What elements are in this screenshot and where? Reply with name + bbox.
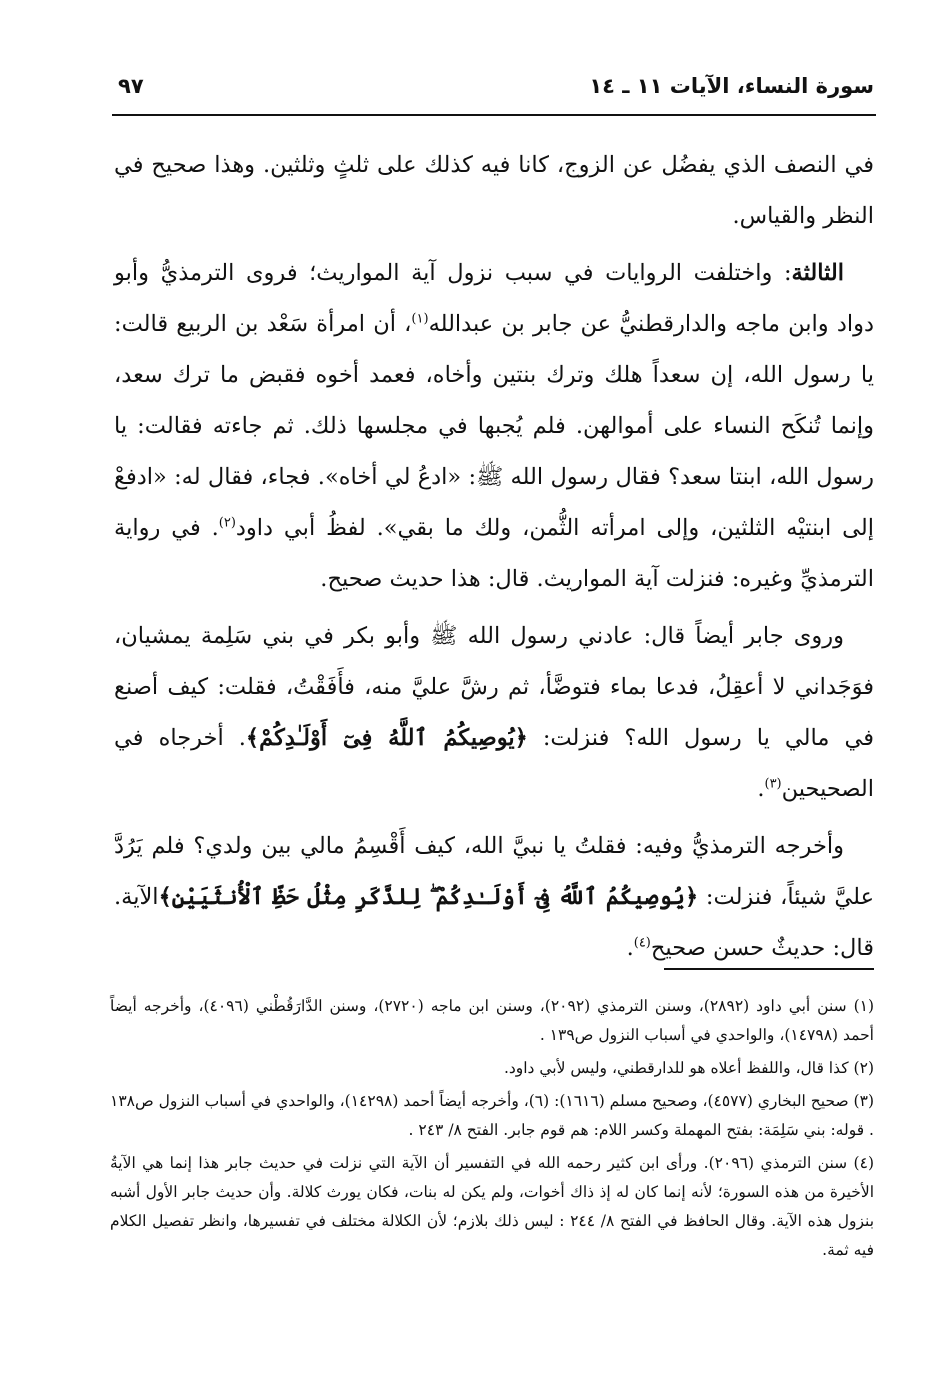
footnote-4: (٤) سنن الترمذي (٢٠٩٦). ورأى ابن كثير رحمه الله في التفسير أن الآية التي نزلت في حديث جابر هذا إنما هي الآيةُ الأخيرة من هذه السورة؛ لأنه إنما كان له إذ ذاك أخوات، ولم يكن له بنات، فكان يورث كلالة. وأن حديث جابر الأول أشبه بنزول هذه الآية. وقال الحافظ في الفتح ٨/ ٢٤٤ : ليس ذلك بلازم؛ لأن الكلالة مختلف في تفسيرها، وانظر تفصيل الكلام فيه ثمة. [110,1154,875,1259]
paragraph-3: وروى جابر أيضاً قال: عادني رسول الله ﷺ وأبو بكر في بني سَلِمة يمشيان، فوَجَداني لا أعقِلُ، فدعا بماء فتوضَّأ، ثم رشَّ عليَّ منه، فأَفَقْتُ، فقلت: كيف أصنع في مالي يا رسول الله؟ فنزلت: ﴿يُوصِيكُمُ ٱللَّهُ فِىٓ أَوْلَـٰدِكُمْ﴾. أخرجاه في الصحيحين$^{(٣)}$. [114,623,875,802]
running-header [118,70,874,110]
footnotes [110,992,874,1269]
paragraph-1: في النصف الذي يفضُل عن الزوج، كانا فيه كذلك على ثلثٍ وثلثين. وهذا صحيح في النظر والقياس. [114,152,874,229]
page-number: ٩٧ [118,74,144,98]
footnote-3: (٣) صحيح البخاري (٤٥٧٧)، وصحيح مسلم (١٦١٦): (٦)، وأخرجه أيضاً أحمد (١٤٢٩٨)، والواحدي في أسباب النزول ص١٣٨ . قوله: بني سَلِمَة: بفتح المهملة وكسر اللام: هم قوم جابر. الفتح ٨/ ٢٤٣ . [110,1092,874,1139]
paragraph-4: وأخرجه الترمذيُّ وفيه: فقلتُ يا نبيَّ الله، كيف أَقْسِمُ مالي بين ولدي؟ فلم يَرُدَّ عليَّ شيئاً، فنزلت: ﴿يُوصِيكُمُ ٱللَّهُ فِىٓ أَوْلَـٰدِكُمْ ۖ لِلذَّكَرِ مِثْلُ حَظِّ ٱلْأُنثَيَيْنِ﴾الآية. قال: حديثٌ حسن صحيح$^{(٤)}$. [114,833,874,961]
footnote-2: (٢) كذا قال، واللفظ أعلاه هو للدارقطني، وليس لأبي داود. [503,1059,874,1077]
main-text [114,140,874,980]
header-title: سورة النساء، الآيات ١١ ـ ١٤ [589,74,874,98]
section-lead: الثالثة [791,260,844,286]
footnote-separator [664,968,874,970]
footnote-ref-1: (١) [411,311,429,327]
footnote-ref-3: (٣) [764,776,782,792]
footnote-ref-2: (٢) [218,515,236,531]
footnote-1: (١) سنن أبي داود (٢٨٩٢)، وسنن الترمذي (٢٠٩٢)، وسنن ابن ماجه (٢٧٢٠)، وسنن الدَّارَقُطْني (٤٠٩٦)، وأخرجه أيضاً أحمد (١٤٧٩٨)، والواحدي في أسباب النزول ص١٣٩ . [110,997,875,1044]
paragraph-2: الثالثة: واختلفت الروايات في سبب نزول آية المواريث؛ فروى الترمذيُّ وأبو دواد وابن ماجه والدارقطنيُّ عن جابر بن عبدالله$^{(١)}$، أن امرأة سَعْد بن الربيع قالت: يا رسول الله، إن سعداً هلك وترك بنتين وأخاه، فعمد أخوه فقبض ما ترك سعد، وإنما تُنكَح النساء على أموالهن. فلم يُجبها في مجلسها ذلك. ثم جاءته فقالت: يا رسول الله، ابنتا سعد؟ فقال رسول الله ﷺ: «ادعُ لي أخاه». فجاء، فقال له: «ادفعْ إلى ابنتيْه الثلثين، وإلى امرأته الثُّمن، ولك ما بقي». لفظُ أبي داود$^{(٢)}$. في رواية الترمذيِّ وغيره: فنزلت آية المواريث. قال: هذا حديث صحيح. [114,260,874,592]
footnote-ref-4: (٤) [633,935,651,951]
header-rule [112,114,876,116]
quran-verse-2: ﴿يُوصِيكُمُ ٱللَّهُ فِىٓ أَوْلَـٰدِكُمْ ۖ لِلذَّكَرِ مِثْلُ حَظِّ ٱلْأُنثَيَيْنِ﴾ [158,884,699,910]
quran-verse-1: ﴿يُوصِيكُمُ ٱللَّهُ فِىٓ أَوْلَـٰدِكُمْ﴾ [245,725,528,751]
